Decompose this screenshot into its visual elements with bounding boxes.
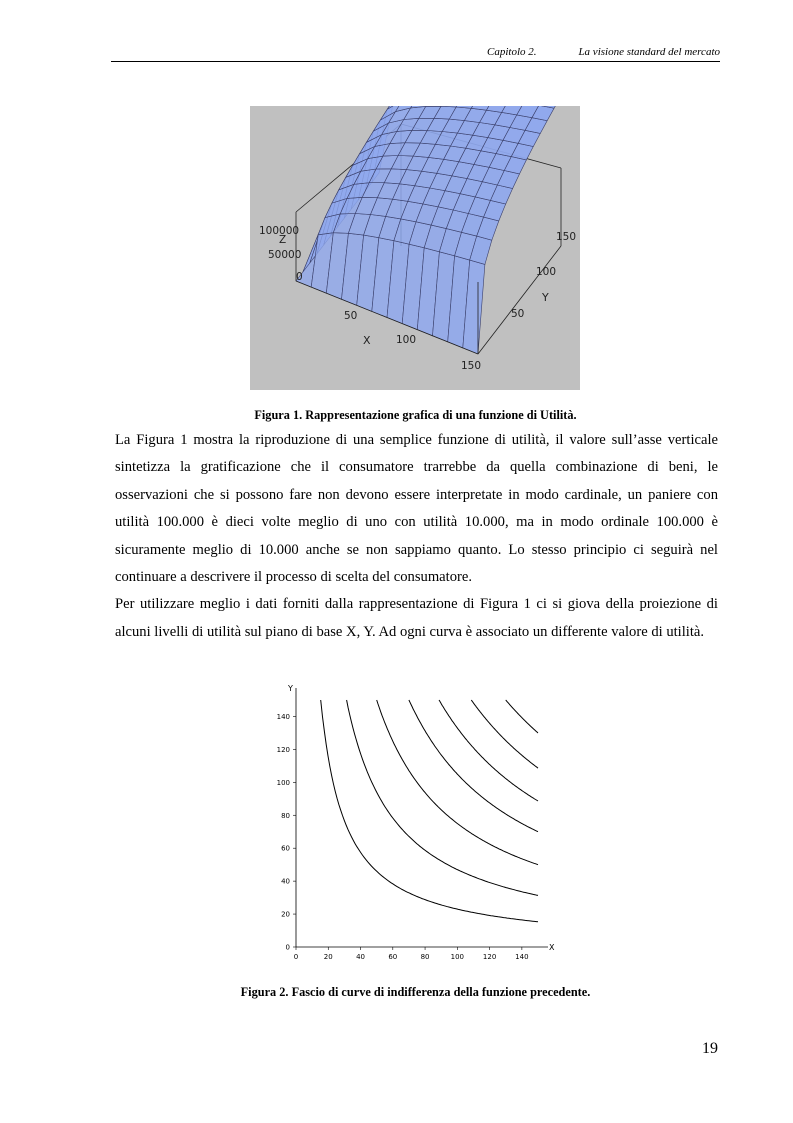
indifference-curve (471, 700, 538, 768)
figure1-y-tick-50: 50 (511, 308, 525, 320)
page-number: 19 (702, 1040, 718, 1057)
figure2-caption: Figura 2. Fascio di curve di indifferenza della funzione precedente. (240, 985, 591, 999)
figure2-x-tick-label: 100 (450, 953, 465, 961)
figure2-x-tick-label: 80 (420, 953, 430, 961)
header-chapter: Capitolo 2. (487, 46, 537, 58)
figure2-x-tick-label: 140 (515, 953, 529, 961)
figure1-x-tick-150: 150 (461, 360, 482, 372)
figure2-y-tick-label: 140 (276, 712, 290, 721)
figure2-x-tick-label: 0 (293, 953, 299, 961)
indifference-curve (377, 700, 538, 865)
figure2-indifference-curves (270, 680, 560, 970)
indifference-curve (409, 700, 538, 832)
paragraph-2: Per utilizzare meglio i dati forniti dalla rappresentazione di Figura 1 ci si giova della proiezione di alcuni livelli di utilità sul piano di base X, Y. Ad ogni curva è associato un differente valore di utilità. (115, 596, 718, 640)
body-text (115, 427, 718, 646)
figure1-caption: Figura 1. Rappresentazione grafica di una funzione di Utilità. (254, 408, 577, 422)
figure2-x-label: X (549, 943, 555, 952)
figure2-y-tick-label: 0 (285, 943, 290, 952)
header-section: La visione standard del mercato (578, 46, 720, 58)
figure1-z-label: Z (279, 234, 287, 246)
running-header (111, 44, 720, 60)
figure2-x-tick-label: 40 (356, 953, 365, 961)
figure1-x-label: X (363, 334, 371, 347)
indifference-curve (439, 700, 538, 801)
figure1-x-tick-50: 50 (344, 310, 358, 322)
figure1-z-tick-100000: 100000 (259, 225, 300, 237)
figure2-x-tick-label: 20 (323, 953, 333, 961)
indifference-curve (321, 700, 538, 922)
figure2-x-tick-label: 60 (388, 953, 398, 961)
figure1-utility-surface (250, 106, 580, 390)
figure1-y-label: Y (542, 291, 549, 304)
figure2-y-tick-label: 100 (276, 778, 290, 787)
figure2-y-tick-label: 120 (276, 745, 290, 754)
indifference-curve (347, 700, 538, 895)
header-rule (111, 61, 720, 62)
figure2-x-tick-label: 120 (482, 953, 497, 961)
figure1-y-tick-100: 100 (536, 266, 557, 278)
figure2-curves (321, 700, 538, 922)
figure2-axes (277, 684, 555, 961)
figure2-y-tick-label: 80 (281, 811, 290, 820)
figure1-z-tick-0: 0 (296, 271, 303, 283)
paragraph-1: La Figura 1 mostra la riproduzione di una semplice funzione di utilità, il valore sull’asse verticale sintetizza la gratificazione che il consumatore trarrebbe da quella combinazione di beni, le osservazioni che si possono fare non devono essere interpretate in modo cardinale, un paniere con utilità 100.000 è dieci volte meglio di uno con utilità 10.000, ma in modo ordinale 100.000 è sicuramente meglio di 10.000 anche se non sappiamo quanto. Lo stesso principio ci seguirà nel continuare a descrivere il processo di scelta del consumatore. (115, 432, 718, 586)
figure2-y-tick-label: 20 (281, 910, 290, 919)
figure1-y-tick-150: 150 (556, 231, 577, 243)
figure2-y-label: Y (288, 684, 293, 693)
indifference-curve (506, 700, 538, 733)
figure2-y-tick-label: 40 (281, 877, 290, 886)
figure1-x-tick-100: 100 (396, 334, 417, 346)
figure1-z-tick-50000: 50000 (268, 249, 302, 261)
figure2-y-tick-label: 60 (281, 844, 290, 853)
